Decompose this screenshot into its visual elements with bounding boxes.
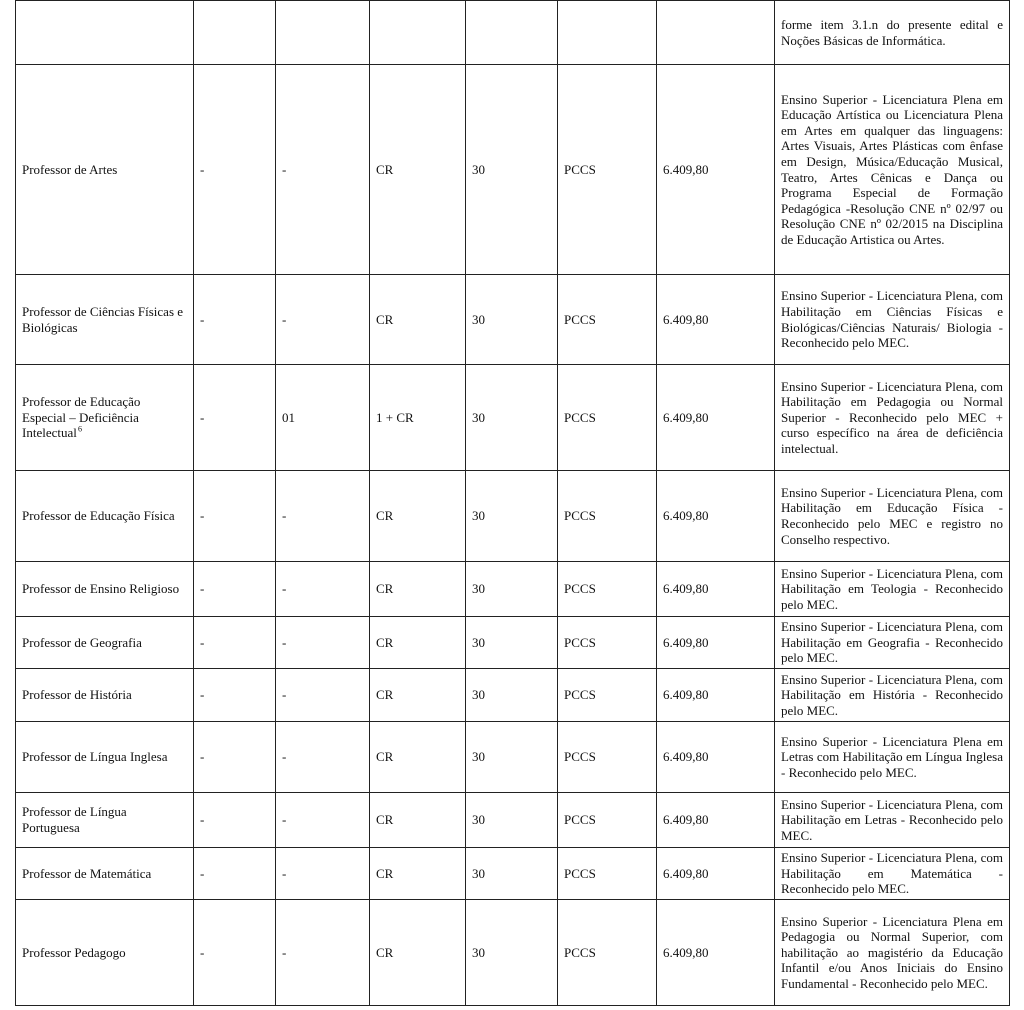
carga-cell: 30	[466, 848, 558, 900]
vagas-cell: CR	[370, 471, 466, 562]
regime-cell: PCCS	[558, 617, 657, 669]
requisitos-text: Ensino Superior - Licenciatura Plena em Letras com Habilitação em Língua Inglesa - Reconhecido pelo MEC.	[781, 733, 1003, 780]
col2-cell: -	[194, 562, 276, 617]
cargo-cell: Professor de Língua Inglesa	[16, 722, 194, 793]
table-row	[16, 617, 1010, 669]
table-row	[16, 848, 1010, 900]
vencimento-cell: 6.409,80	[657, 65, 775, 275]
table-row	[16, 65, 1010, 275]
vagas-cell: CR	[370, 793, 466, 848]
cargo-cell: Professor de Matemática	[16, 848, 194, 900]
cargo-cell	[16, 1, 194, 65]
requisitos-cell	[775, 562, 1010, 617]
cargo-cell: Professor Pedagogo	[16, 900, 194, 1006]
regime-cell: PCCS	[558, 562, 657, 617]
carga-cell: 30	[466, 365, 558, 471]
vagas-cell: CR	[370, 669, 466, 722]
table-row	[16, 275, 1010, 365]
col3-cell: -	[276, 722, 370, 793]
requisitos-text: Ensino Superior - Licenciatura Plena, com Habilitação em Pedagogia ou Normal Superior - Reconhecido pelo MEC + curso específico na área de deficiência intelectual.	[781, 378, 1003, 456]
requisitos-text: forme item 3.1.n do presente edital e Noções Básicas de Informática.	[781, 16, 1003, 48]
vencimento-cell: 6.409,80	[657, 722, 775, 793]
cargo-cell: Professor de Artes	[16, 65, 194, 275]
col2-cell: -	[194, 65, 276, 275]
vagas-cell: CR	[370, 900, 466, 1006]
regime-cell: PCCS	[558, 471, 657, 562]
carga-cell: 30	[466, 617, 558, 669]
vencimento-cell: 6.409,80	[657, 275, 775, 365]
col2-cell: -	[194, 617, 276, 669]
footnote-marker: 6	[77, 424, 82, 434]
col3-cell: -	[276, 900, 370, 1006]
col2-cell: -	[194, 365, 276, 471]
requisitos-cell	[775, 722, 1010, 793]
requisitos-cell	[775, 669, 1010, 722]
requisitos-text: Ensino Superior - Licenciatura Plena, com Habilitação em Letras - Reconhecido pelo MEC.	[781, 796, 1003, 843]
col2-cell: -	[194, 471, 276, 562]
table-row	[16, 793, 1010, 848]
carga-cell: 30	[466, 65, 558, 275]
cargo-cell	[16, 365, 194, 471]
requisitos-cell	[775, 65, 1010, 275]
cargo-cell: Professor de Ensino Religioso	[16, 562, 194, 617]
requisitos-text: Ensino Superior - Licenciatura Plena, com Habilitação em Matemática - Reconhecido pelo MEC.	[781, 850, 1003, 897]
vagas-cell: CR	[370, 275, 466, 365]
col3-cell: -	[276, 617, 370, 669]
vagas-cell	[370, 1, 466, 65]
regime-cell: PCCS	[558, 900, 657, 1006]
col3-cell: -	[276, 562, 370, 617]
vencimento-cell: 6.409,80	[657, 900, 775, 1006]
vagas-cell: CR	[370, 562, 466, 617]
requisitos-cell	[775, 617, 1010, 669]
cargo-cell: Professor de Ciências Físicas e Biológicas	[16, 275, 194, 365]
table-row	[16, 669, 1010, 722]
regime-cell: PCCS	[558, 669, 657, 722]
col2-cell: -	[194, 848, 276, 900]
carga-cell: 30	[466, 900, 558, 1006]
vencimento-cell: 6.409,80	[657, 365, 775, 471]
requisitos-text: Ensino Superior - Licenciatura Plena, com Habilitação em Educação Física - Reconhecido pelo MEC e registro no Conselho respectivo.	[781, 484, 1003, 547]
regime-cell: PCCS	[558, 793, 657, 848]
col3-cell: -	[276, 848, 370, 900]
vagas-cell: CR	[370, 65, 466, 275]
table-row	[16, 722, 1010, 793]
cargo-text: Professor de Educação Especial – Deficiência Intelectual	[22, 394, 141, 441]
cargo-cell: Professor de História	[16, 669, 194, 722]
col2-cell: -	[194, 900, 276, 1006]
cargo-cell: Professor de Língua Portuguesa	[16, 793, 194, 848]
col3-cell: -	[276, 275, 370, 365]
carga-cell: 30	[466, 793, 558, 848]
carga-cell: 30	[466, 722, 558, 793]
regime-cell: PCCS	[558, 275, 657, 365]
requisitos-cell	[775, 365, 1010, 471]
vencimento-cell: 6.409,80	[657, 793, 775, 848]
vagas-cell: 1 + CR	[370, 365, 466, 471]
regime-cell	[558, 1, 657, 65]
col3-cell	[276, 1, 370, 65]
regime-cell: PCCS	[558, 722, 657, 793]
col2-cell: -	[194, 793, 276, 848]
table-row	[16, 900, 1010, 1006]
requisitos-cell	[775, 275, 1010, 365]
requisitos-text: Ensino Superior - Licenciatura Plena em Educação Artística ou Licenciatura Plena em Artes em qualquer das linguagens: Artes Visuais, Artes Plásticas com ênfase em Design, Música/Educação Musical, Teatro, Artes Cênicas e Dança ou Programa Especial de Formação Pedagógica -Resolução CNE nº 02/97 ou Resolução CNE nº 02/2015 na Disciplina de Educação Artistica ou Artes.	[781, 91, 1003, 247]
col3-cell: 01	[276, 365, 370, 471]
col3-cell: -	[276, 793, 370, 848]
carga-cell: 30	[466, 669, 558, 722]
requisitos-text: Ensino Superior - Licenciatura Plena, com Habilitação em Geografia - Reconhecido pelo MEC.	[781, 619, 1003, 666]
table-row	[16, 365, 1010, 471]
table-row	[16, 562, 1010, 617]
carga-cell: 30	[466, 562, 558, 617]
col2-cell	[194, 1, 276, 65]
requisitos-cell	[775, 900, 1010, 1006]
requisitos-text: Ensino Superior - Licenciatura Plena, com Habilitação em História - Reconhecido pelo MEC.	[781, 671, 1003, 718]
cargos-table	[15, 0, 1010, 1006]
vencimento-cell: 6.409,80	[657, 848, 775, 900]
col2-cell: -	[194, 275, 276, 365]
vagas-cell: CR	[370, 617, 466, 669]
vencimento-cell	[657, 1, 775, 65]
regime-cell: PCCS	[558, 65, 657, 275]
vencimento-cell: 6.409,80	[657, 617, 775, 669]
carga-cell: 30	[466, 471, 558, 562]
col2-cell: -	[194, 669, 276, 722]
regime-cell: PCCS	[558, 848, 657, 900]
vencimento-cell: 6.409,80	[657, 471, 775, 562]
table-row	[16, 1, 1010, 65]
requisitos-text: Ensino Superior - Licenciatura Plena em Pedagogia ou Normal Superior, com habilitação ao magistério da Educação Infantil e/ou Anos Iniciais do Ensino Fundamental - Reconhecido pelo MEC.	[781, 913, 1003, 991]
vencimento-cell: 6.409,80	[657, 669, 775, 722]
col3-cell: -	[276, 65, 370, 275]
document-page	[15, 0, 1009, 1006]
vagas-cell: CR	[370, 722, 466, 793]
carga-cell	[466, 1, 558, 65]
col2-cell: -	[194, 722, 276, 793]
vagas-cell: CR	[370, 848, 466, 900]
col3-cell: -	[276, 669, 370, 722]
requisitos-cell	[775, 1, 1010, 65]
cargo-cell: Professor de Geografia	[16, 617, 194, 669]
requisitos-cell	[775, 471, 1010, 562]
vencimento-cell: 6.409,80	[657, 562, 775, 617]
regime-cell: PCCS	[558, 365, 657, 471]
carga-cell: 30	[466, 275, 558, 365]
requisitos-cell	[775, 848, 1010, 900]
cargo-cell: Professor de Educação Física	[16, 471, 194, 562]
requisitos-cell	[775, 793, 1010, 848]
col3-cell: -	[276, 471, 370, 562]
requisitos-text: Ensino Superior - Licenciatura Plena, com Habilitação em Ciências Físicas e Biológicas/Ciências Naturais/ Biologia - Reconhecido pelo MEC.	[781, 288, 1003, 351]
requisitos-text: Ensino Superior - Licenciatura Plena, com Habilitação em Teologia - Reconhecido pelo MEC.	[781, 565, 1003, 612]
table-row	[16, 471, 1010, 562]
